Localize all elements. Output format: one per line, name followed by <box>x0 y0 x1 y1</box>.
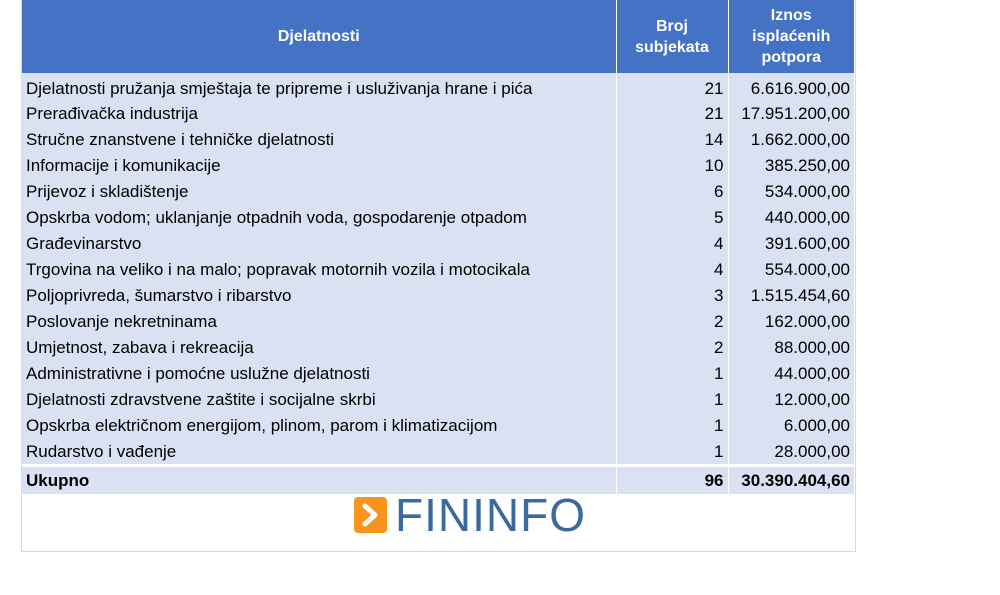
activity-cell: Umjetnost, zabava i rekreacija <box>22 335 616 361</box>
logo-text: FININFO <box>395 489 586 541</box>
amount-cell: 44.000,00 <box>728 361 854 387</box>
amount-cell: 17.951.200,00 <box>728 101 854 127</box>
table-row <box>22 335 854 361</box>
total-label: Ukupno <box>22 466 616 495</box>
header-count-line2: subjekata <box>635 38 709 56</box>
header-amount <box>728 0 854 73</box>
amount-cell: 162.000,00 <box>728 309 854 335</box>
amount-cell: 1.515.454,60 <box>728 283 854 309</box>
table-row <box>22 309 854 335</box>
table-body <box>22 73 854 466</box>
activity-cell: Djelatnosti zdravstvene zaštite i socijalne skrbi <box>22 387 616 413</box>
count-cell: 1 <box>616 387 728 413</box>
header-count-line1: Broj <box>656 17 688 35</box>
header-amount-line2: potpora <box>761 49 822 66</box>
amount-cell: 6.000,00 <box>728 413 854 439</box>
table-row <box>22 73 854 101</box>
activity-cell: Djelatnosti pružanja smještaja te pripreme i usluživanja hrane i pića <box>22 73 616 101</box>
table-row <box>22 413 854 439</box>
table-row <box>22 283 854 309</box>
table-row <box>22 127 854 153</box>
activity-cell: Prerađivačka industrija <box>22 101 616 127</box>
count-cell: 4 <box>616 257 728 283</box>
header-count <box>616 0 728 73</box>
amount-cell: 534.000,00 <box>728 179 854 205</box>
amount-cell: 391.600,00 <box>728 231 854 257</box>
fininfo-logo <box>354 489 586 541</box>
activity-cell: Stručne znanstvene i tehničke djelatnosti <box>22 127 616 153</box>
count-cell: 4 <box>616 231 728 257</box>
table-row <box>22 205 854 231</box>
activity-cell: Poslovanje nekretninama <box>22 309 616 335</box>
count-cell: 3 <box>616 283 728 309</box>
table-container <box>21 0 856 552</box>
amount-cell: 88.000,00 <box>728 335 854 361</box>
count-cell: 5 <box>616 205 728 231</box>
activity-cell: Rudarstvo i vađenje <box>22 439 616 466</box>
count-cell: 14 <box>616 127 728 153</box>
activity-cell: Opskrba električnom energijom, plinom, parom i klimatizacijom <box>22 413 616 439</box>
count-cell: 1 <box>616 413 728 439</box>
table-row <box>22 153 854 179</box>
count-cell: 6 <box>616 179 728 205</box>
total-amount: 30.390.404,60 <box>728 466 854 495</box>
table-header <box>22 0 854 73</box>
table-row <box>22 231 854 257</box>
amount-cell: 6.616.900,00 <box>728 73 854 101</box>
header-activity: Djelatnosti <box>22 0 616 73</box>
activity-cell: Trgovina na veliko i na malo; popravak motornih vozila i motocikala <box>22 257 616 283</box>
activity-cell: Građevinarstvo <box>22 231 616 257</box>
count-cell: 21 <box>616 73 728 101</box>
activity-cell: Prijevoz i skladištenje <box>22 179 616 205</box>
table-row <box>22 439 854 466</box>
amount-cell: 1.662.000,00 <box>728 127 854 153</box>
activities-table <box>22 0 854 494</box>
amount-cell: 440.000,00 <box>728 205 854 231</box>
total-count: 96 <box>616 466 728 495</box>
table-row <box>22 179 854 205</box>
activity-cell: Informacije i komunikacije <box>22 153 616 179</box>
amount-cell: 554.000,00 <box>728 257 854 283</box>
table-row <box>22 257 854 283</box>
amount-cell: 12.000,00 <box>728 387 854 413</box>
count-cell: 10 <box>616 153 728 179</box>
count-cell: 1 <box>616 439 728 466</box>
amount-cell: 28.000,00 <box>728 439 854 466</box>
table-row <box>22 387 854 413</box>
table-row <box>22 101 854 127</box>
activity-cell: Poljoprivreda, šumarstvo i ribarstvo <box>22 283 616 309</box>
activity-cell: Administrativne i pomoćne uslužne djelatnosti <box>22 361 616 387</box>
count-cell: 1 <box>616 361 728 387</box>
count-cell: 21 <box>616 101 728 127</box>
amount-cell: 385.250,00 <box>728 153 854 179</box>
header-amount-line1: Iznos isplaćenih <box>752 7 831 45</box>
count-cell: 2 <box>616 335 728 361</box>
activity-cell: Opskrba vodom; uklanjanje otpadnih voda, gospodarenje otpadom <box>22 205 616 231</box>
table-row <box>22 361 854 387</box>
count-cell: 2 <box>616 309 728 335</box>
chevron-right-icon <box>354 497 387 533</box>
